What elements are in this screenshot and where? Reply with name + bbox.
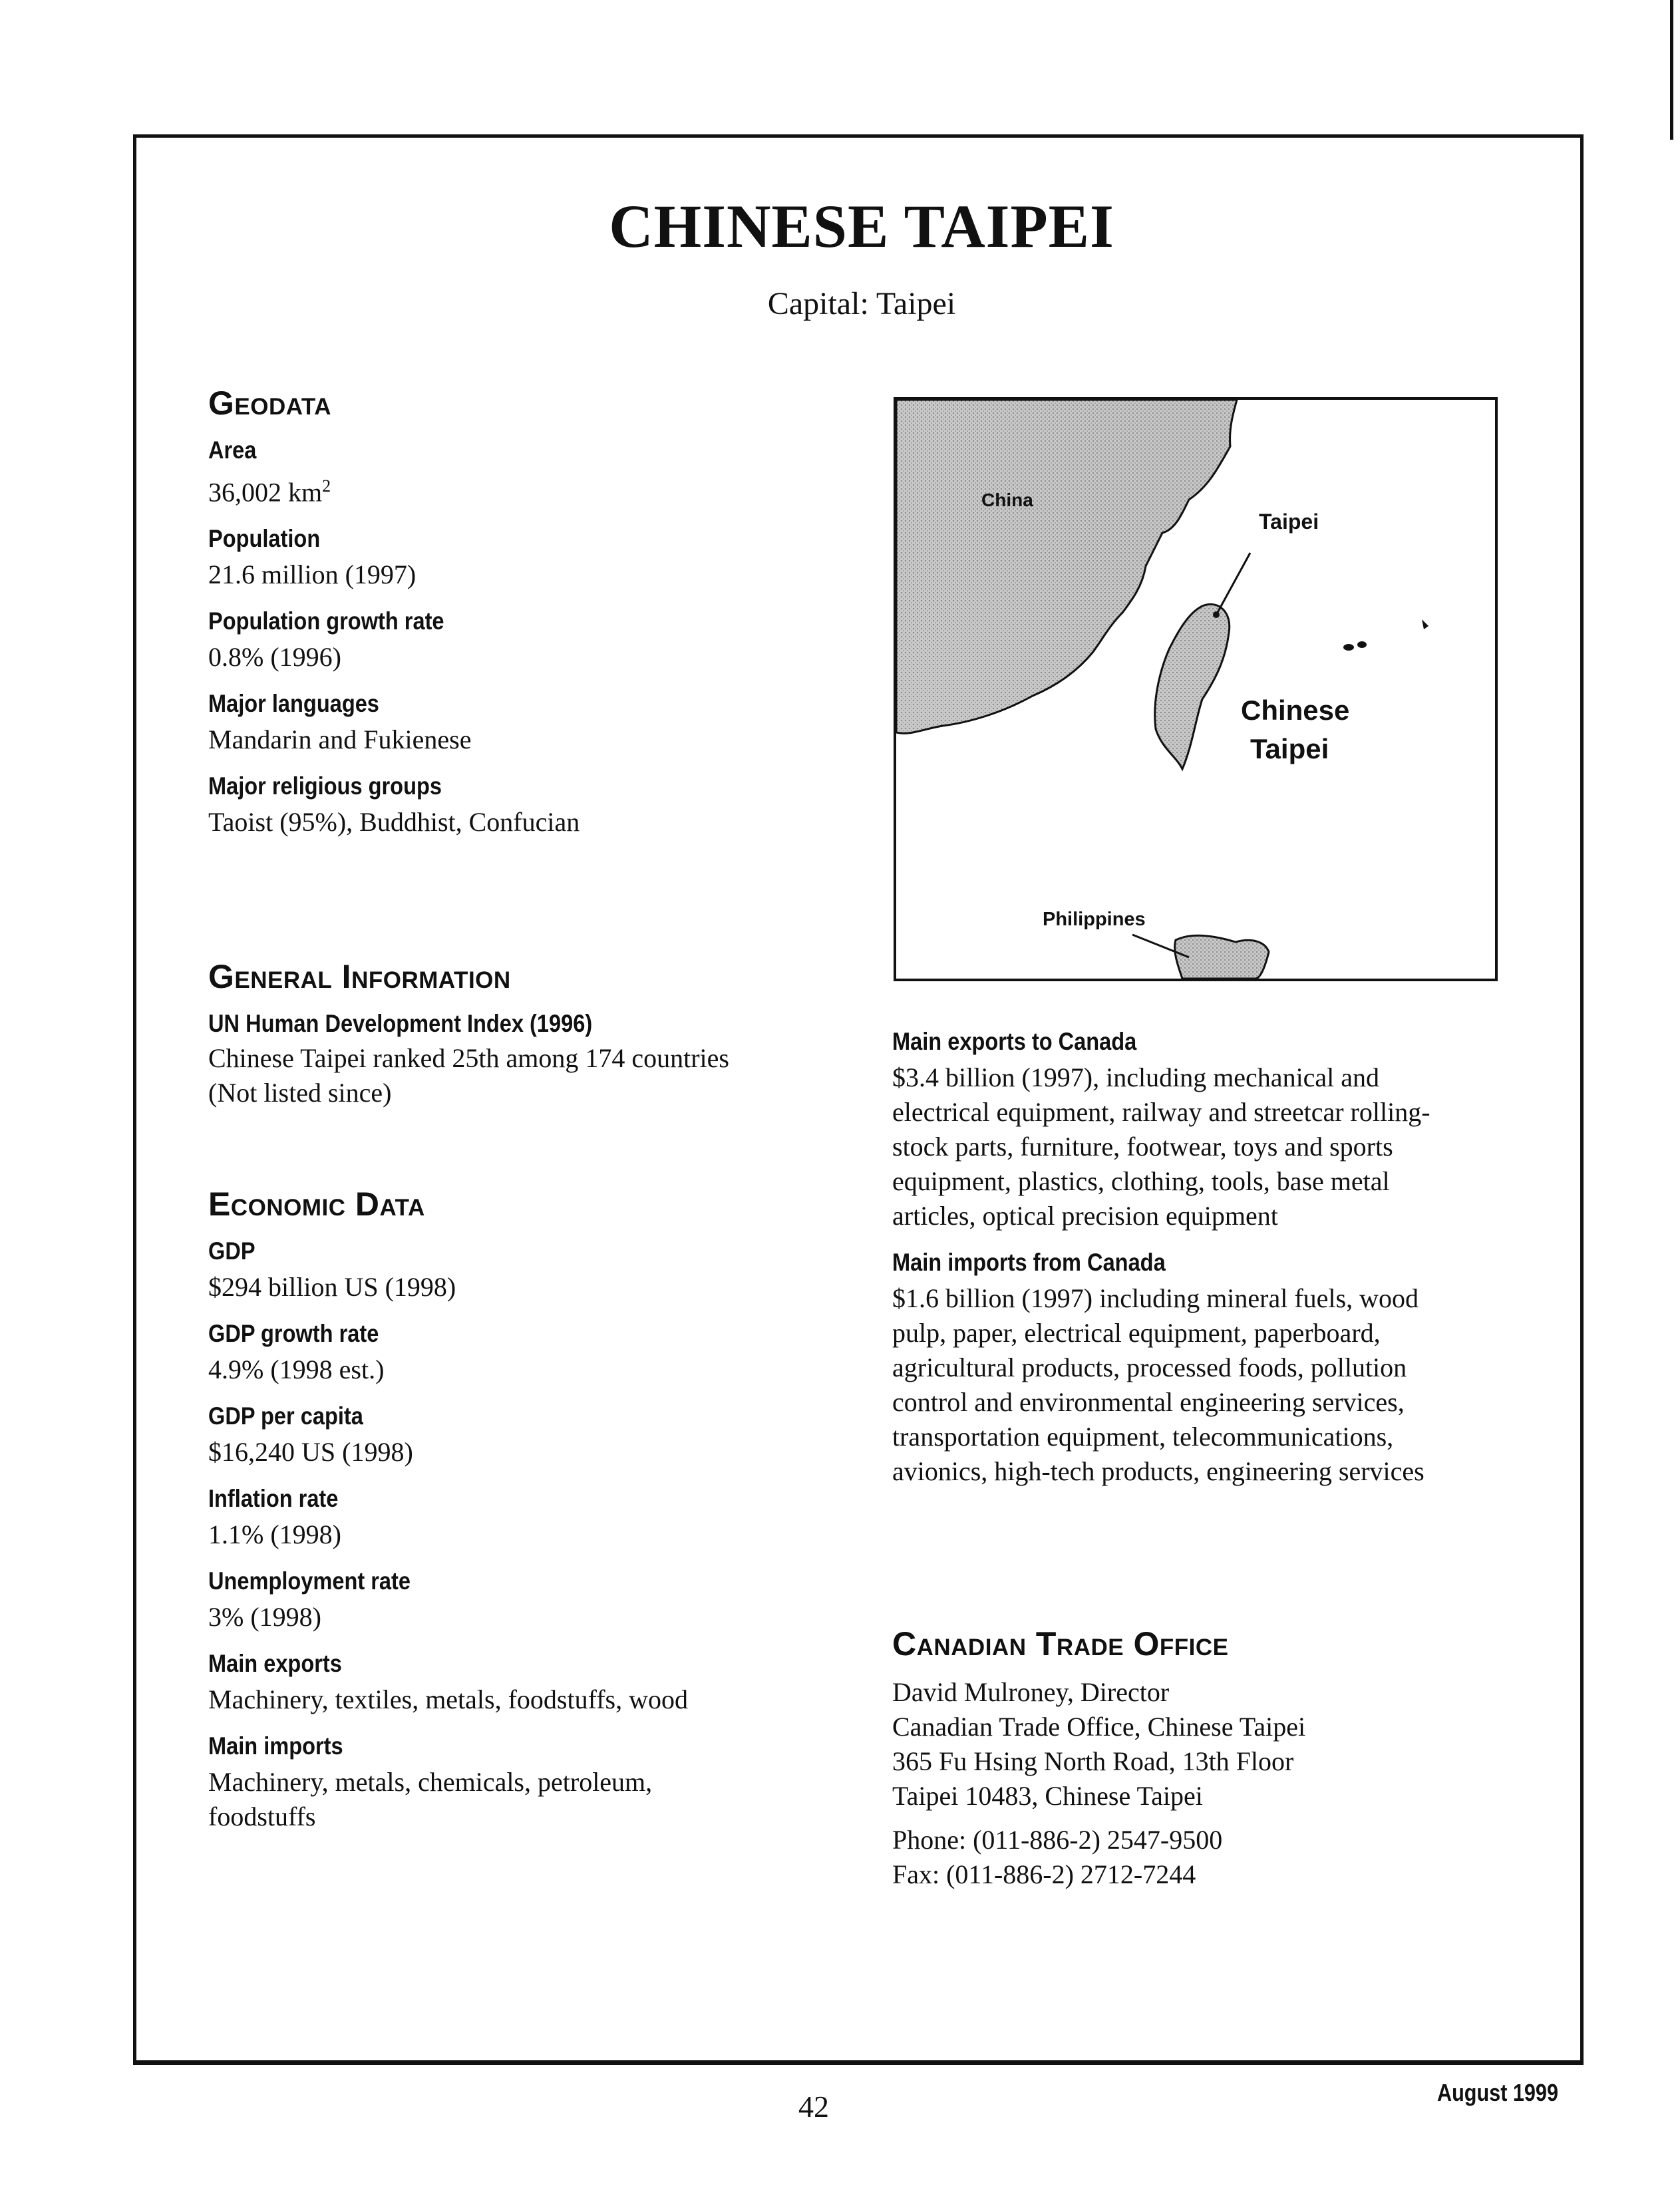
islet-1 bbox=[1343, 644, 1354, 651]
main-exports-value: Machinery, textiles, metals, foodstuffs, wood bbox=[208, 1684, 688, 1714]
page-number: 42 bbox=[798, 2090, 829, 2123]
geodata-section bbox=[208, 384, 874, 853]
main-imports-label: Main imports bbox=[208, 1732, 343, 1760]
map-graphic bbox=[896, 400, 1495, 979]
trade-section bbox=[892, 1026, 1564, 1502]
general-info-heading: General Information bbox=[208, 958, 511, 995]
languages-label: Major languages bbox=[208, 690, 379, 718]
page-edge-line bbox=[1670, 0, 1673, 140]
gdp-per-capita-label: GDP per capita bbox=[208, 1402, 363, 1430]
china-label: China bbox=[981, 490, 1033, 510]
trade-office-fax: Fax: (011-886-2) 2712-7244 bbox=[892, 1859, 1196, 1889]
religion-label: Major religious groups bbox=[208, 772, 442, 800]
main-imports-value: Machinery, metals, chemicals, petroleum, foodstuffs bbox=[208, 1767, 653, 1831]
islet-2 bbox=[1357, 641, 1367, 648]
islet-3 bbox=[1422, 619, 1428, 629]
languages-value: Mandarin and Fukienese bbox=[208, 724, 472, 755]
taipei-label: Taipei bbox=[1259, 510, 1319, 534]
hdi-label: UN Human Development Index (1996) bbox=[208, 1010, 593, 1037]
gdp-value: $294 billion US (1998) bbox=[208, 1272, 456, 1302]
region-map bbox=[894, 397, 1498, 981]
area-value: 36,002 $km^2$ bbox=[208, 476, 331, 508]
hdi-value: Chinese Taipei ranked 25th among 174 countries (Not listed since) bbox=[208, 1043, 729, 1108]
gdp-growth-label: GDP growth rate bbox=[208, 1320, 379, 1347]
population-value: 21.6 million (1997) bbox=[208, 559, 417, 590]
imports-from-canada-label: Main imports from Canada bbox=[892, 1249, 1166, 1276]
gdp-label: GDP bbox=[208, 1237, 255, 1265]
religion-value: Taoist (95%), Buddhist, Confucian bbox=[208, 807, 580, 838]
economic-data-section bbox=[208, 1185, 874, 1847]
content-frame bbox=[133, 134, 1584, 2065]
general-info-section bbox=[208, 957, 874, 1124]
area-label: Area bbox=[208, 436, 257, 464]
trade-office-phone: Phone: (011-886-2) 2547-9500 bbox=[892, 1825, 1223, 1855]
gdp-growth-value: 4.9% (1998 est.) bbox=[208, 1354, 385, 1384]
inflation-label: Inflation rate bbox=[208, 1485, 339, 1512]
geodata-heading: Geodata bbox=[208, 385, 331, 422]
trade-office-section bbox=[892, 1625, 1564, 1892]
page-title: CHINESE TAIPEI bbox=[609, 192, 1114, 260]
exports-to-canada-value: $3.4 billion (1997), including mechanical and electrical equipment, railway and streetcar rolling- stock parts, furniture, footwear, toys and sports equipment, plastics, clothing, tools, base metal articles, optical precision equipment bbox=[892, 1062, 1430, 1231]
capital-line: Capital: Taipei bbox=[767, 286, 956, 321]
exports-to-canada-label: Main exports to Canada bbox=[892, 1028, 1137, 1055]
main-exports-label: Main exports bbox=[208, 1650, 342, 1677]
taipei-pointer bbox=[1216, 553, 1250, 616]
population-growth-label: Population growth rate bbox=[208, 607, 444, 635]
unemployment-label: Unemployment rate bbox=[208, 1567, 411, 1595]
footer-date: August 1999 bbox=[1437, 2079, 1558, 2106]
gdp-per-capita-value: $16,240 US (1998) bbox=[208, 1437, 413, 1467]
population-label: Population bbox=[208, 525, 321, 553]
philippines-label: Philippines bbox=[1043, 909, 1146, 930]
chinese-taipei-label: Chinese Taipei bbox=[1241, 695, 1350, 764]
unemployment-value: 3% (1998) bbox=[208, 1602, 321, 1632]
economic-data-heading: Economic Data bbox=[208, 1185, 425, 1223]
imports-from-canada-value: $1.6 billion (1997) including mineral fuels, wood pulp, paper, electrical equipment, paperboard, agricultural products, processed foods, pollution control and environmental engineering services, transportation equipment, telecommunications, avionics, high-tech products, engineering services bbox=[892, 1283, 1425, 1486]
population-growth-value: 0.8% (1996) bbox=[208, 642, 341, 673]
trade-office-address: David Mulroney, Director Canadian Trade Office, Chinese Taipei 365 Fu Hsing North Road, 13th Floor Taipei 10483, Chinese Taipei bbox=[892, 1677, 1306, 1811]
inflation-value: 1.1% (1998) bbox=[208, 1519, 341, 1549]
taiwan-island bbox=[1155, 604, 1230, 769]
trade-office-heading: Canadian Trade Office bbox=[892, 1625, 1229, 1662]
